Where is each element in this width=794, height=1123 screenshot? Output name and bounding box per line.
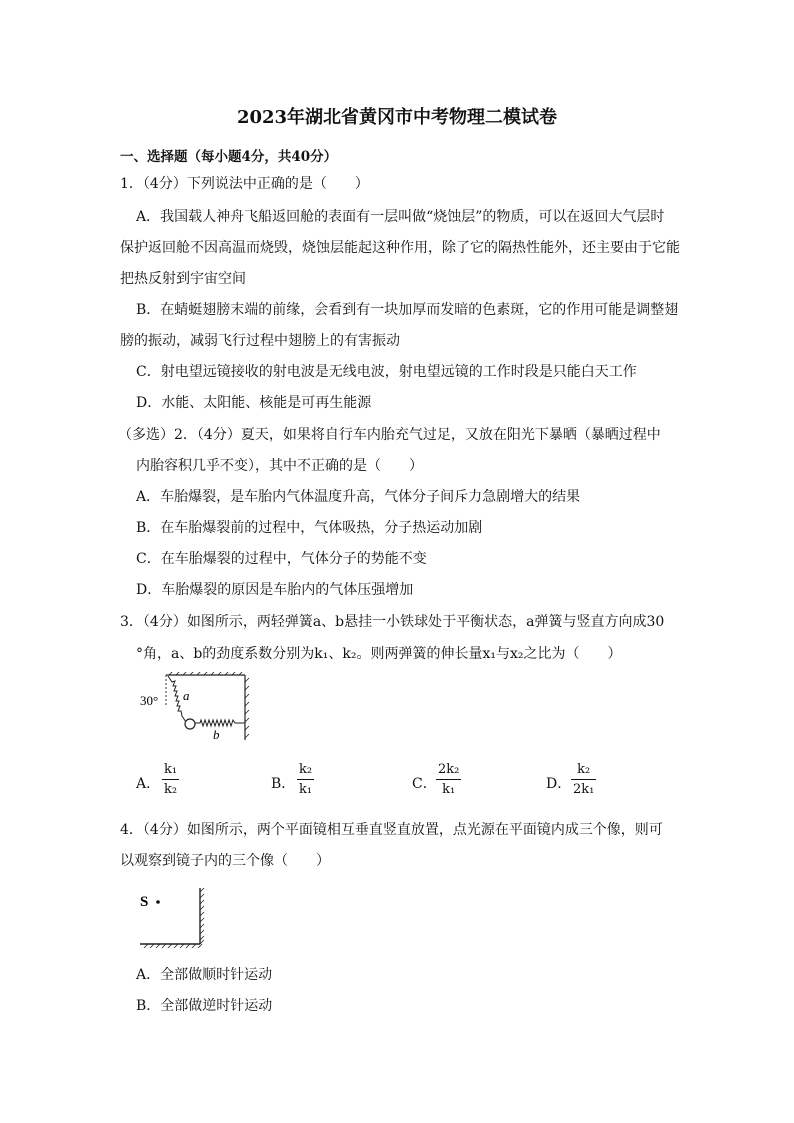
mirror-hatch	[144, 888, 204, 948]
light-source-dot	[156, 900, 160, 904]
q3-option-b-letter: B．	[271, 776, 296, 792]
spring-a-label: a	[183, 688, 190, 703]
q3-option-b-fraction	[297, 762, 314, 797]
q1-option-a-line3: 把热反射到宇宙空间	[120, 271, 246, 287]
q3-option-c-denominator: k₁	[436, 779, 461, 797]
spring-b-label: b	[213, 727, 220, 742]
spring-diagram	[136, 672, 252, 744]
q3-option-d-fraction	[571, 762, 596, 797]
q1-stem: 1．（4分）下列说法中正确的是（ ）	[120, 176, 369, 192]
q3-option-d-denominator: 2k₁	[571, 779, 596, 797]
q3-option-c-numerator: 2k₂	[438, 762, 460, 777]
q3-option-d-numerator: k₂	[577, 762, 591, 777]
q2-option-c: C．在车胎爆裂的过程中，气体分子的势能不变	[136, 551, 427, 567]
q3-option-d-letter: D．	[546, 776, 572, 792]
q1-option-b-line1: B．在蜻蜓翅膀末端的前缘，会看到有一块加厚而发暗的色素斑，它的作用可能是调整翅	[136, 302, 679, 318]
q3-option-a-denominator: k₂	[162, 779, 179, 797]
q3-stem-line1: 3．（4分）如图所示，两轻弹簧a、b悬挂一小铁球处于平衡状态，a弹簧与竖直方向成30	[120, 614, 665, 630]
mirror-diagram	[136, 886, 208, 950]
q1-option-a-line1: A．我国载人神舟飞船返回舱的表面有一层叫做“烧蚀层”的物质，可以在返回大气层时	[136, 209, 665, 225]
exam-title: 2023年湖北省黄冈市中考物理二模试卷	[236, 107, 558, 128]
iron-ball	[185, 719, 195, 729]
q4-stem-line2: 以观察到镜子内的三个像（ ）	[120, 853, 330, 869]
q3-option-c-fraction	[436, 762, 461, 797]
q3-option-a-numerator: k₁	[164, 762, 178, 777]
q2-stem-line2: 内胎容积几乎不变），其中不正确的是（ ）	[136, 458, 423, 474]
q3-option-c-letter: C．	[412, 776, 437, 792]
q3-option-b-denominator: k₁	[297, 779, 314, 797]
q4-option-a: A．全部做顺时针运动	[136, 967, 273, 983]
q3-option-a-letter: A．	[136, 776, 161, 792]
q1-option-d: D．水能、太阳能、核能是可再生能源	[136, 395, 372, 411]
q3-option-a-fraction	[162, 762, 179, 797]
q4-stem-line1: 4．（4分）如图所示，两个平面镜相互垂直竖直放置，点光源在平面镜内成三个像，则可	[120, 822, 663, 838]
q2-option-a: A．车胎爆裂，是车胎内气体温度升高，气体分子间斥力急剧增大的结果	[136, 489, 581, 505]
section-heading: 一、选择题（每小题4分，共40分）	[120, 149, 338, 165]
q3-stem-line2: °角，a、b的劲度系数分别为k₁、k₂。则两弹簧的伸长量x₁与x₂之比为（ ）	[136, 646, 622, 662]
q4-option-b: B．全部做逆时针运动	[136, 998, 273, 1014]
q2-option-b: B．在车胎爆裂前的过程中，气体吸热，分子热运动加剧	[136, 520, 483, 536]
q1-option-c: C．射电望远镜接收的射电波是无线电波，射电望远镜的工作时段是只能白天工作	[136, 364, 637, 380]
light-source-label: S	[140, 894, 149, 910]
q2-stem-line1: （多选）2．（4分）夏天，如果将自行车内胎充气过足，又放在阳光下暴晒（暴晒过程中	[118, 427, 661, 443]
angle-label: 30°	[140, 693, 159, 708]
q1-option-a-line2: 保护返回舱不因高温而烧毁，烧蚀层能起这种作用，除了它的隔热性能外，还主要由于它能	[120, 240, 680, 256]
q1-option-b-line2: 膀的振动，减弱飞行过程中翅膀上的有害振动	[120, 333, 400, 349]
q3-option-b-numerator: k₂	[299, 762, 313, 777]
q2-option-d: D．车胎爆裂的原因是车胎内的气体压强增加	[136, 582, 414, 598]
spring-b	[194, 720, 245, 726]
